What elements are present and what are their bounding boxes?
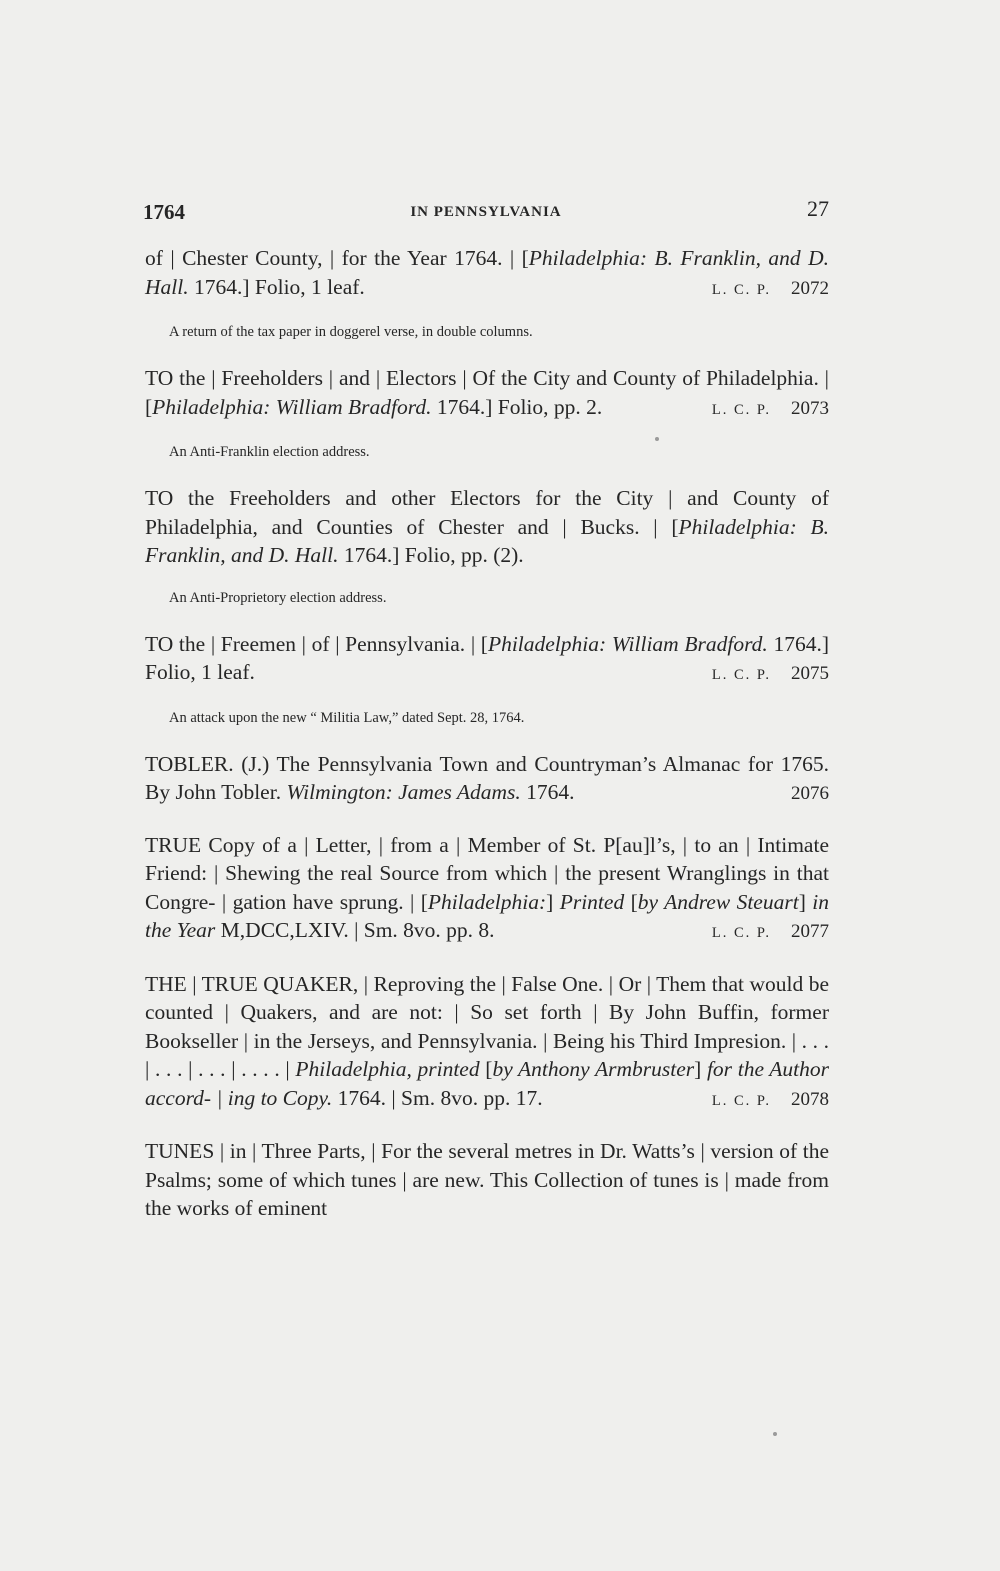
entry-text: TUNES | in | Three Parts, | For the several metres in Dr. Watts’s | version of the Psalms; some of which tunes | are new. This Collection of tunes is | made from the works of eminent: [145, 1139, 829, 1220]
entry-imprint-italic: Philadelphia: B. Franklin, and D. Hall.: [145, 514, 829, 567]
entry-number: 2073: [791, 397, 829, 419]
entry: [145, 970, 829, 1116]
entry: [145, 484, 829, 570]
entry-text: 1764. | Sm. 8vo. pp. 17.: [332, 1085, 543, 1110]
paper-speck: [773, 1432, 777, 1436]
entry-imprint-italic: Philadelphia: William Bradford.: [487, 631, 768, 656]
running-header: [143, 196, 829, 228]
entry-number: 2075: [791, 663, 829, 684]
entry-imprint-italic: Printed: [559, 889, 625, 914]
entry-reference: [712, 658, 829, 690]
entry-text: 1764.] Folio, 1 leaf.: [145, 631, 829, 684]
entry-reference: [712, 393, 829, 425]
entry-number: 2077: [791, 921, 829, 942]
entry-text: 1764.] Folio, pp. 2.: [431, 394, 603, 419]
bibliography-entries: [145, 244, 829, 1223]
entry: [145, 244, 829, 304]
header-year: 1764: [143, 200, 185, 224]
entry-text: ]: [798, 889, 813, 914]
entry-text: ]: [694, 1057, 707, 1081]
entry-text: TO the | Freemen | of | Pennsylvania. | [: [145, 631, 488, 656]
entry-note: An Anti-Franklin election address.: [169, 444, 370, 460]
entry-imprint-italic: for the Author accord- | ing to Copy.: [145, 1057, 829, 1110]
entry-number: 2072: [791, 277, 829, 299]
entry-reference: [712, 916, 829, 948]
header-title: IN PENNSYLVANIA: [410, 204, 562, 220]
entry-imprint-italic: Wilmington: James Adams.: [286, 780, 521, 804]
entry: [145, 1137, 829, 1223]
entry-text: THE | TRUE QUAKER, | Reproving the | False One. | Or | Them that would be counted | Quakers, and are not: | So set forth | By John Buffin, former Bookseller | in the Jerseys, and Pennsylvania. | Being his Third Impresion. | . . . | . . . | . . . | . . . . |: [145, 971, 829, 1081]
entry-note: A return of the tax paper in doggerel verse, in double columns.: [169, 324, 533, 340]
entry: [145, 750, 829, 809]
entry-imprint-italic: by Andrew Steuart: [637, 889, 799, 914]
paper-speck: [655, 437, 659, 441]
entry-number: 2078: [791, 1088, 829, 1110]
entry-imprint-italic: Philadelphia:: [427, 889, 547, 914]
library-code: L. C. P.: [711, 1092, 771, 1109]
entry-reference: [712, 1084, 829, 1116]
entry: [145, 364, 829, 424]
entry-text: TO the | Freeholders | and | Electors | Of the City and County of Philadelphia. | [: [145, 366, 829, 419]
entry-text: M,DCC,LXIV. | Sm. 8vo. pp. 8.: [215, 918, 495, 942]
entry-imprint-italic: Philadelphia, printed: [295, 1057, 480, 1081]
entry-note: An Anti-Proprietory election address.: [169, 589, 387, 606]
entry: [145, 630, 829, 690]
entry-note: An attack upon the new “ Militia Law,” dated Sept. 28, 1764.: [169, 709, 525, 726]
entry-imprint-italic: Philadelphia: William Bradford.: [152, 394, 432, 419]
entry-number: 2076: [791, 783, 829, 804]
entry-imprint-italic: Philadelphia: B. Franklin, and D. Hall.: [145, 246, 829, 299]
library-code: L. C. P.: [711, 667, 771, 683]
entry-text: 1764.: [520, 780, 575, 804]
library-code: L. C. P.: [711, 925, 771, 941]
entry-reference: [791, 778, 829, 809]
entry-text: 1764.] Folio, pp. (2).: [338, 543, 524, 567]
entry-text: [: [479, 1057, 493, 1081]
entry-text: TO the Freeholders and other Electors for the City | and County of Philadelphia, and Counties of Chester and | Bucks. | [: [145, 486, 829, 539]
entry-text: of | Chester County, | for the Year 1764. | [: [145, 246, 529, 270]
entry: [145, 831, 829, 948]
entry-text: [: [624, 889, 638, 914]
entry-text: TOBLER. (J.) The Pennsylvania Town and Countryman’s Almanac for 1765. By John Tobler.: [145, 751, 829, 804]
library-code: L. C. P.: [711, 401, 771, 418]
entry-text: 1764.] Folio, 1 leaf.: [188, 274, 365, 299]
library-code: L. C. P.: [711, 281, 771, 298]
page-number: 27: [807, 196, 829, 221]
entry-imprint-italic: by Anthony Armbruster: [492, 1057, 695, 1081]
entry-reference: [712, 273, 829, 305]
entry-text: ]: [546, 889, 560, 914]
entry-text: TRUE Copy of a | Letter, | from a | Member of St. P[au]l’s, | to an | Intimate Friend: | Shewing the real Source from which | the present Wranglings in that Congre- | gation have sprung. | [: [145, 832, 829, 914]
entry-imprint-italic: in the Year: [145, 889, 829, 942]
